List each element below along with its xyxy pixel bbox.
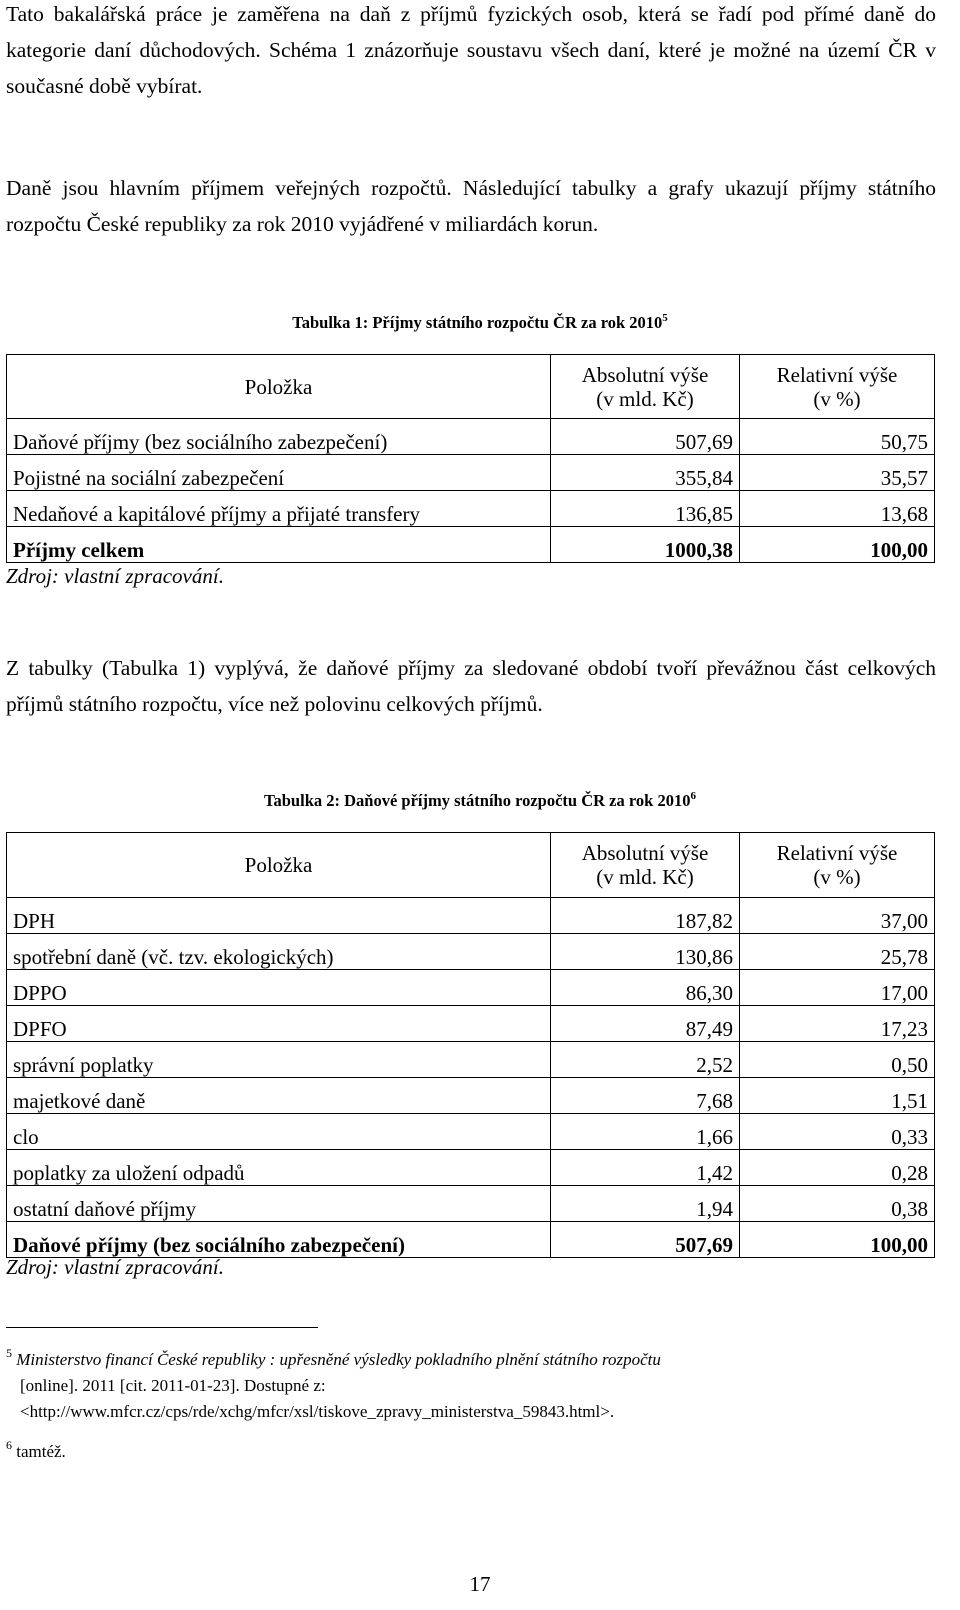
table2	[6, 832, 935, 1258]
footnote-5-title: Ministerstvo financí České republiky : upřesněné výsledky pokladního plnění státního rozpočtu	[16, 1350, 661, 1369]
table2-source: Zdroj: vlastní zpracování.	[6, 1255, 224, 1279]
page-number: 17	[469, 1572, 491, 1596]
table-row-total	[7, 527, 935, 563]
cell-item: ostatní daňové příjmy	[7, 1186, 551, 1222]
cell-abs: 2,52	[551, 1042, 740, 1078]
table-row	[7, 970, 935, 1006]
table-row	[7, 1150, 935, 1186]
cell-rel: 50,75	[740, 419, 935, 455]
footnote-6-mark: 6	[6, 1438, 12, 1452]
table1	[6, 354, 935, 563]
table2-header-abs: Absolutní výše (v mld. Kč)	[551, 833, 740, 898]
table2-footnote-ref: 6	[690, 790, 696, 802]
cell-rel: 0,38	[740, 1186, 935, 1222]
cell-rel: 35,57	[740, 455, 935, 491]
table2-header-row	[7, 833, 935, 898]
table1-header-abs: Absolutní výše (v mld. Kč)	[551, 355, 740, 419]
cell-rel: 100,00	[740, 1222, 935, 1258]
table-row	[7, 934, 935, 970]
table1-header-rel: Relativní výše (v %)	[740, 355, 935, 419]
cell-rel: 17,00	[740, 970, 935, 1006]
cell-rel: 25,78	[740, 934, 935, 970]
cell-abs: 507,69	[551, 419, 740, 455]
footnote-6-text: tamtéž.	[16, 1442, 66, 1461]
table-row	[7, 1078, 935, 1114]
table2-caption-text: Tabulka 2: Daňové příjmy státního rozpočtu ČR za rok 2010	[264, 791, 691, 810]
cell-rel: 1,51	[740, 1078, 935, 1114]
paragraph-budget: Daně jsou hlavním příjmem veřejných rozpočtů. Následující tabulky a grafy ukazují příjmy státního rozpočtu České republiky za rok 2010 vyjádřené v miliardách korun.	[6, 176, 936, 236]
footnote-6	[6, 1432, 926, 1465]
table-row	[7, 491, 935, 527]
cell-abs: 86,30	[551, 970, 740, 1006]
cell-rel: 37,00	[740, 898, 935, 934]
cell-item: majetkové daně	[7, 1078, 551, 1114]
cell-item: Daňové příjmy (bez sociálního zabezpečení)	[7, 1222, 551, 1258]
paragraph-intro: Tato bakalářská práce je zaměřena na daň z příjmů fyzických osob, která se řadí pod přímé daně do kategorie daní důchodových. Schéma 1 znázorňuje soustavu všech daní, které je možné na území ČR v současné době vybírat.	[6, 2, 936, 98]
table1-header-row	[7, 355, 935, 419]
cell-abs: 7,68	[551, 1078, 740, 1114]
cell-item: DPFO	[7, 1006, 551, 1042]
table-row	[7, 1042, 935, 1078]
table1-source: Zdroj: vlastní zpracování.	[6, 564, 224, 588]
cell-item: správní poplatky	[7, 1042, 551, 1078]
footnote-5	[6, 1340, 926, 1425]
cell-item: Nedaňové a kapitálové příjmy a přijaté transfery	[7, 491, 551, 527]
cell-item: Daňové příjmy (bez sociálního zabezpečení)	[7, 419, 551, 455]
cell-item: spotřební daně (vč. tzv. ekologických)	[7, 934, 551, 970]
cell-item: DPH	[7, 898, 551, 934]
table1-header-item: Položka	[7, 355, 551, 419]
cell-item: poplatky za uložení odpadů	[7, 1150, 551, 1186]
cell-abs: 130,86	[551, 934, 740, 970]
footnote-5-link[interactable]: <http://www.mfcr.cz/cps/rde/xchg/mfcr/xsl/tiskove_zpravy_ministerstva_59843.html>.	[20, 1402, 615, 1421]
cell-abs: 1,66	[551, 1114, 740, 1150]
cell-abs: 1,42	[551, 1150, 740, 1186]
cell-abs: 1,94	[551, 1186, 740, 1222]
cell-rel: 13,68	[740, 491, 935, 527]
cell-rel: 0,28	[740, 1150, 935, 1186]
footnote-separator	[6, 1327, 318, 1328]
table1-caption	[0, 312, 960, 333]
cell-abs: 1000,38	[551, 527, 740, 563]
table-row	[7, 455, 935, 491]
table2-header-rel: Relativní výše (v %)	[740, 833, 935, 898]
table-row-total	[7, 1222, 935, 1258]
cell-item: Pojistné na sociální zabezpečení	[7, 455, 551, 491]
footnote-5-line2: [online]. 2011 [cit. 2011-01-23]. Dostupné z:	[20, 1376, 326, 1395]
table2-caption	[0, 790, 960, 811]
table-row	[7, 1186, 935, 1222]
table2-header-item: Položka	[7, 833, 551, 898]
table-row	[7, 1006, 935, 1042]
cell-abs: 87,49	[551, 1006, 740, 1042]
cell-item: clo	[7, 1114, 551, 1150]
table-row	[7, 1114, 935, 1150]
cell-item: DPPO	[7, 970, 551, 1006]
cell-abs: 507,69	[551, 1222, 740, 1258]
table1-footnote-ref: 5	[662, 312, 668, 324]
cell-abs: 355,84	[551, 455, 740, 491]
cell-item: Příjmy celkem	[7, 527, 551, 563]
table-row	[7, 419, 935, 455]
footnote-5-mark: 5	[6, 1346, 12, 1360]
table1-caption-text: Tabulka 1: Příjmy státního rozpočtu ČR za rok 2010	[292, 313, 663, 332]
cell-rel: 100,00	[740, 527, 935, 563]
cell-abs: 187,82	[551, 898, 740, 934]
cell-abs: 136,85	[551, 491, 740, 527]
cell-rel: 0,50	[740, 1042, 935, 1078]
paragraph-conclusion: Z tabulky (Tabulka 1) vyplývá, že daňové příjmy za sledované období tvoří převážnou část celkových příjmů státního rozpočtu, více než polovinu celkových příjmů.	[6, 656, 936, 716]
table-row	[7, 898, 935, 934]
cell-rel: 17,23	[740, 1006, 935, 1042]
cell-rel: 0,33	[740, 1114, 935, 1150]
